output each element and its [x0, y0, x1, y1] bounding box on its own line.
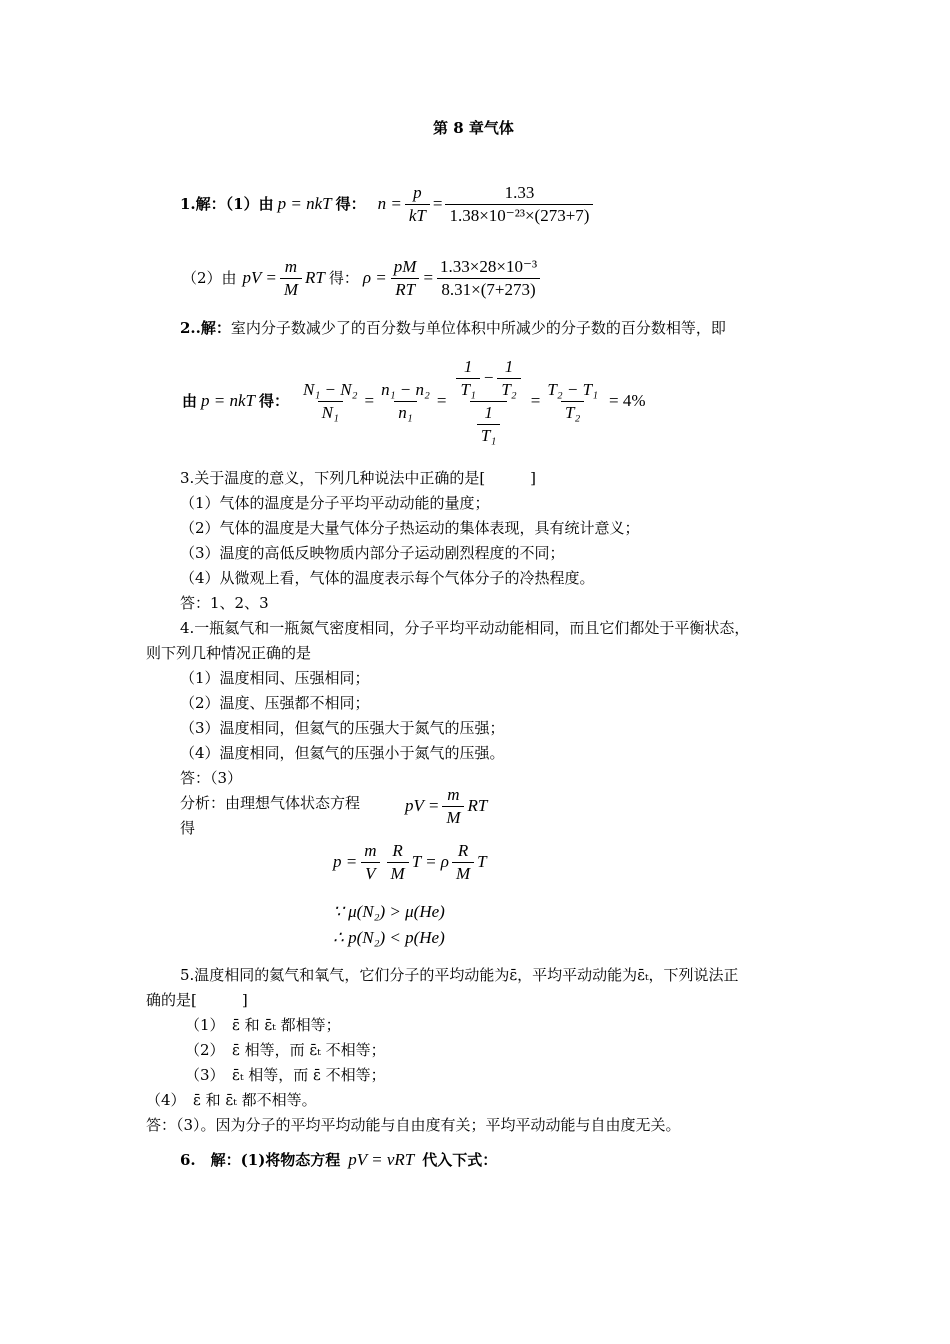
q1-part2-label: （2）由: [182, 269, 237, 287]
q4-eq2-RM2: [452, 840, 474, 885]
q5-option-4: （4） ε̄ 和 ε̄ₜ 都不相等。: [146, 1091, 317, 1109]
q4-because: ∵ μ(N₂) > μ(He): [333, 902, 445, 921]
q4-answer: 答：（3）: [180, 769, 243, 787]
q4-analysis-a: 分析：由理想气体状态方程: [180, 794, 361, 812]
q1-M: M: [280, 278, 302, 301]
q3-stem: 3.关于温度的意义，下列几种说法中正确的是[ ]: [180, 469, 537, 487]
q2-f3-b-den: T₂: [497, 378, 520, 401]
q4-eq2-R: R: [392, 840, 403, 860]
q4-eq2-R2: R: [457, 840, 469, 860]
q2-f4-den: T₂: [561, 401, 584, 424]
q1-n-eq: n =: [377, 194, 402, 213]
q2-text: 室内分子数减少了的百分数与单位体积中所减少的分子数的百分数相等，即: [230, 319, 726, 337]
q4-eq2-mV: [360, 840, 380, 885]
q4-stem-1: 4.一瓶氦气和一瓶氮气密度相同，分子平均平动动能相同，而且它们都处于平衡状态，: [180, 619, 750, 637]
q2-de: 得：: [259, 392, 290, 410]
q2-label: 2..解：: [180, 319, 231, 337]
q4-eq2-V: V: [361, 862, 379, 885]
q1-RT: RT: [305, 268, 325, 287]
q2-f3-b: 1: [504, 356, 514, 376]
q2-equation: 由 p = nkT 得： $\frac{\text{N₁ − N₂}}{\text{N₁}}$ = $\frac{\text{n₁ − n₂}}{\text{n₁}}$ = 1 T₁ − $\frac{1}{\text{T₂}}$ $\frac{1}{\text{T₁}}$ = $\frac{\text{T₂ − T₁}}{\text{T₂}}$ = 4%: [182, 356, 646, 445]
q1-de: 得：: [335, 195, 366, 213]
q4-eq1-right: RT: [467, 796, 488, 815]
q1-frac2-den: 1.38×10⁻²³×(273+7): [445, 204, 593, 227]
q6-label: 6. 解：(1)将物态方程: [180, 1151, 341, 1169]
q2-frac4: [543, 379, 602, 424]
q6-tail: 代入下式：: [422, 1151, 498, 1169]
q1-frac2: [445, 182, 593, 227]
q6-line: [180, 1150, 497, 1170]
q1-label: 1.解：（1）由: [180, 195, 274, 213]
q2-f1-den: N₁: [318, 401, 343, 424]
q3-answer: 答：1、2、3: [180, 594, 269, 612]
q3-option-4: （4）从微观上看，气体的温度表示每个气体分子的冷热程度。: [180, 569, 595, 587]
q2-by: 由: [182, 392, 198, 410]
q1-m: m: [284, 256, 298, 276]
q2-frac1: [299, 379, 361, 424]
q1-pM: pM: [393, 256, 417, 276]
q2-f3-a-den: T₁: [456, 378, 479, 401]
q1-RT2: RT: [391, 278, 419, 301]
q3-option-1: （1）气体的温度是分子平均平动动能的量度；: [180, 494, 490, 512]
q4-eq1-num: m: [447, 784, 460, 804]
q3-option-3: （3）温度的高低反映物质内部分子运动剧烈程度的不同；: [180, 544, 565, 562]
q2-frac3: [449, 356, 527, 447]
q4-eq2-RM: [387, 840, 409, 885]
q1-frac2-num: 1.33: [504, 182, 535, 202]
q2-result: = 4%: [609, 391, 646, 410]
q4-eq1-den: M: [442, 806, 464, 829]
q5-option-1: （1） ε̄ 和 ε̄ₜ 都相等；: [185, 1016, 341, 1034]
q1-rho: ρ =: [362, 268, 387, 287]
q2-f3-a: 1: [463, 356, 473, 376]
q2-f2-den: n₁: [394, 401, 416, 424]
q2-stem: [180, 318, 726, 338]
q4-eq1-left: pV =: [405, 796, 440, 815]
q2-f1-num: N₁ − N₂: [303, 379, 358, 399]
q4-eq1: [405, 782, 487, 830]
q4-eq1-frac: [442, 784, 464, 829]
q2-f4-num: T₂ − T₁: [547, 379, 599, 399]
q1-mM: [280, 256, 302, 301]
q4-eq2-mid: T = ρ: [411, 852, 449, 871]
page-title: 第 8 章气体: [433, 119, 514, 137]
q3-option-2: （2）气体的温度是大量气体分子热运动的集体表现，具有统计意义；: [180, 519, 640, 537]
q2-frac2: [377, 379, 434, 424]
q1-frac1: [405, 182, 430, 227]
q4-eq2: [333, 838, 487, 886]
q4-option-2: （2）温度、压强都不相同；: [180, 694, 370, 712]
q4-eq2-M: M: [387, 862, 409, 885]
q2-f3-minus: −: [482, 368, 495, 387]
q2-f3-bot-den: T₁: [477, 424, 500, 447]
q2-f2-num: n₁ − n₂: [381, 379, 430, 399]
q1-den3: 8.31×(7+273): [437, 278, 539, 301]
q5-stem-2: 确的是[ ]: [146, 991, 248, 1009]
q4-eq2-m: m: [364, 840, 377, 860]
q4-analysis-b: 得: [180, 819, 196, 837]
q1-de2: 得：: [328, 269, 359, 287]
q4-option-3: （3）温度相同，但氦气的压强大于氮气的压强；: [180, 719, 505, 737]
q1-pv: pV =: [242, 268, 277, 287]
q6-eq: pV = νRT: [348, 1150, 415, 1169]
q5-option-3: （3） ε̄ₜ 相等，而 ε̄ 不相等；: [185, 1066, 386, 1084]
q4-therefore: ∴ p(N₂) < p(He): [333, 928, 445, 947]
q5-stem-1: 5.温度相同的氦气和氧气，它们分子的平均动能为ε̄，平均平动动能为ε̄ₜ，下列说法正: [180, 966, 739, 984]
q4-eq2-T: T: [477, 852, 487, 871]
q4-eq2-left: p =: [333, 852, 358, 871]
q1-line2: （2）由 pV = $\frac{m}{M}$ RT 得： ρ = $\frac{pM}{RT}$ = $\frac{\text{1.33×28×10⁻³}}{8.31\times(7+273)}$: [182, 254, 544, 302]
q1-line1: [180, 180, 596, 228]
q4-stem-2: 则下列几种情况正确的是: [146, 644, 312, 662]
q5-answer: 答：（3）。因为分子的平均平均动能与自由度有关；平均平动动能与自由度无关。: [146, 1116, 681, 1134]
q4-eq2-M2: M: [452, 862, 474, 885]
q1-frac1-num: p: [413, 182, 422, 202]
q2-eq: p = nkT: [201, 391, 255, 410]
q4-option-1: （1）温度相同、压强相同；: [180, 669, 370, 687]
q4-option-4: （4）温度相同，但氦气的压强小于氮气的压强。: [180, 744, 505, 762]
q1-eq: p = nkT: [277, 194, 332, 213]
q1-num3: 1.33×28×10⁻³: [440, 256, 538, 276]
q5-option-2: （2） ε̄ 相等，而 ε̄ₜ 不相等；: [185, 1041, 386, 1059]
q2-f3-bot: 1: [484, 402, 493, 422]
q1-frac1-den: kT: [405, 204, 430, 227]
q1-frac3: [436, 256, 541, 301]
q1-pM-RT: [390, 256, 421, 301]
q1-eq-sign: =: [432, 194, 443, 213]
